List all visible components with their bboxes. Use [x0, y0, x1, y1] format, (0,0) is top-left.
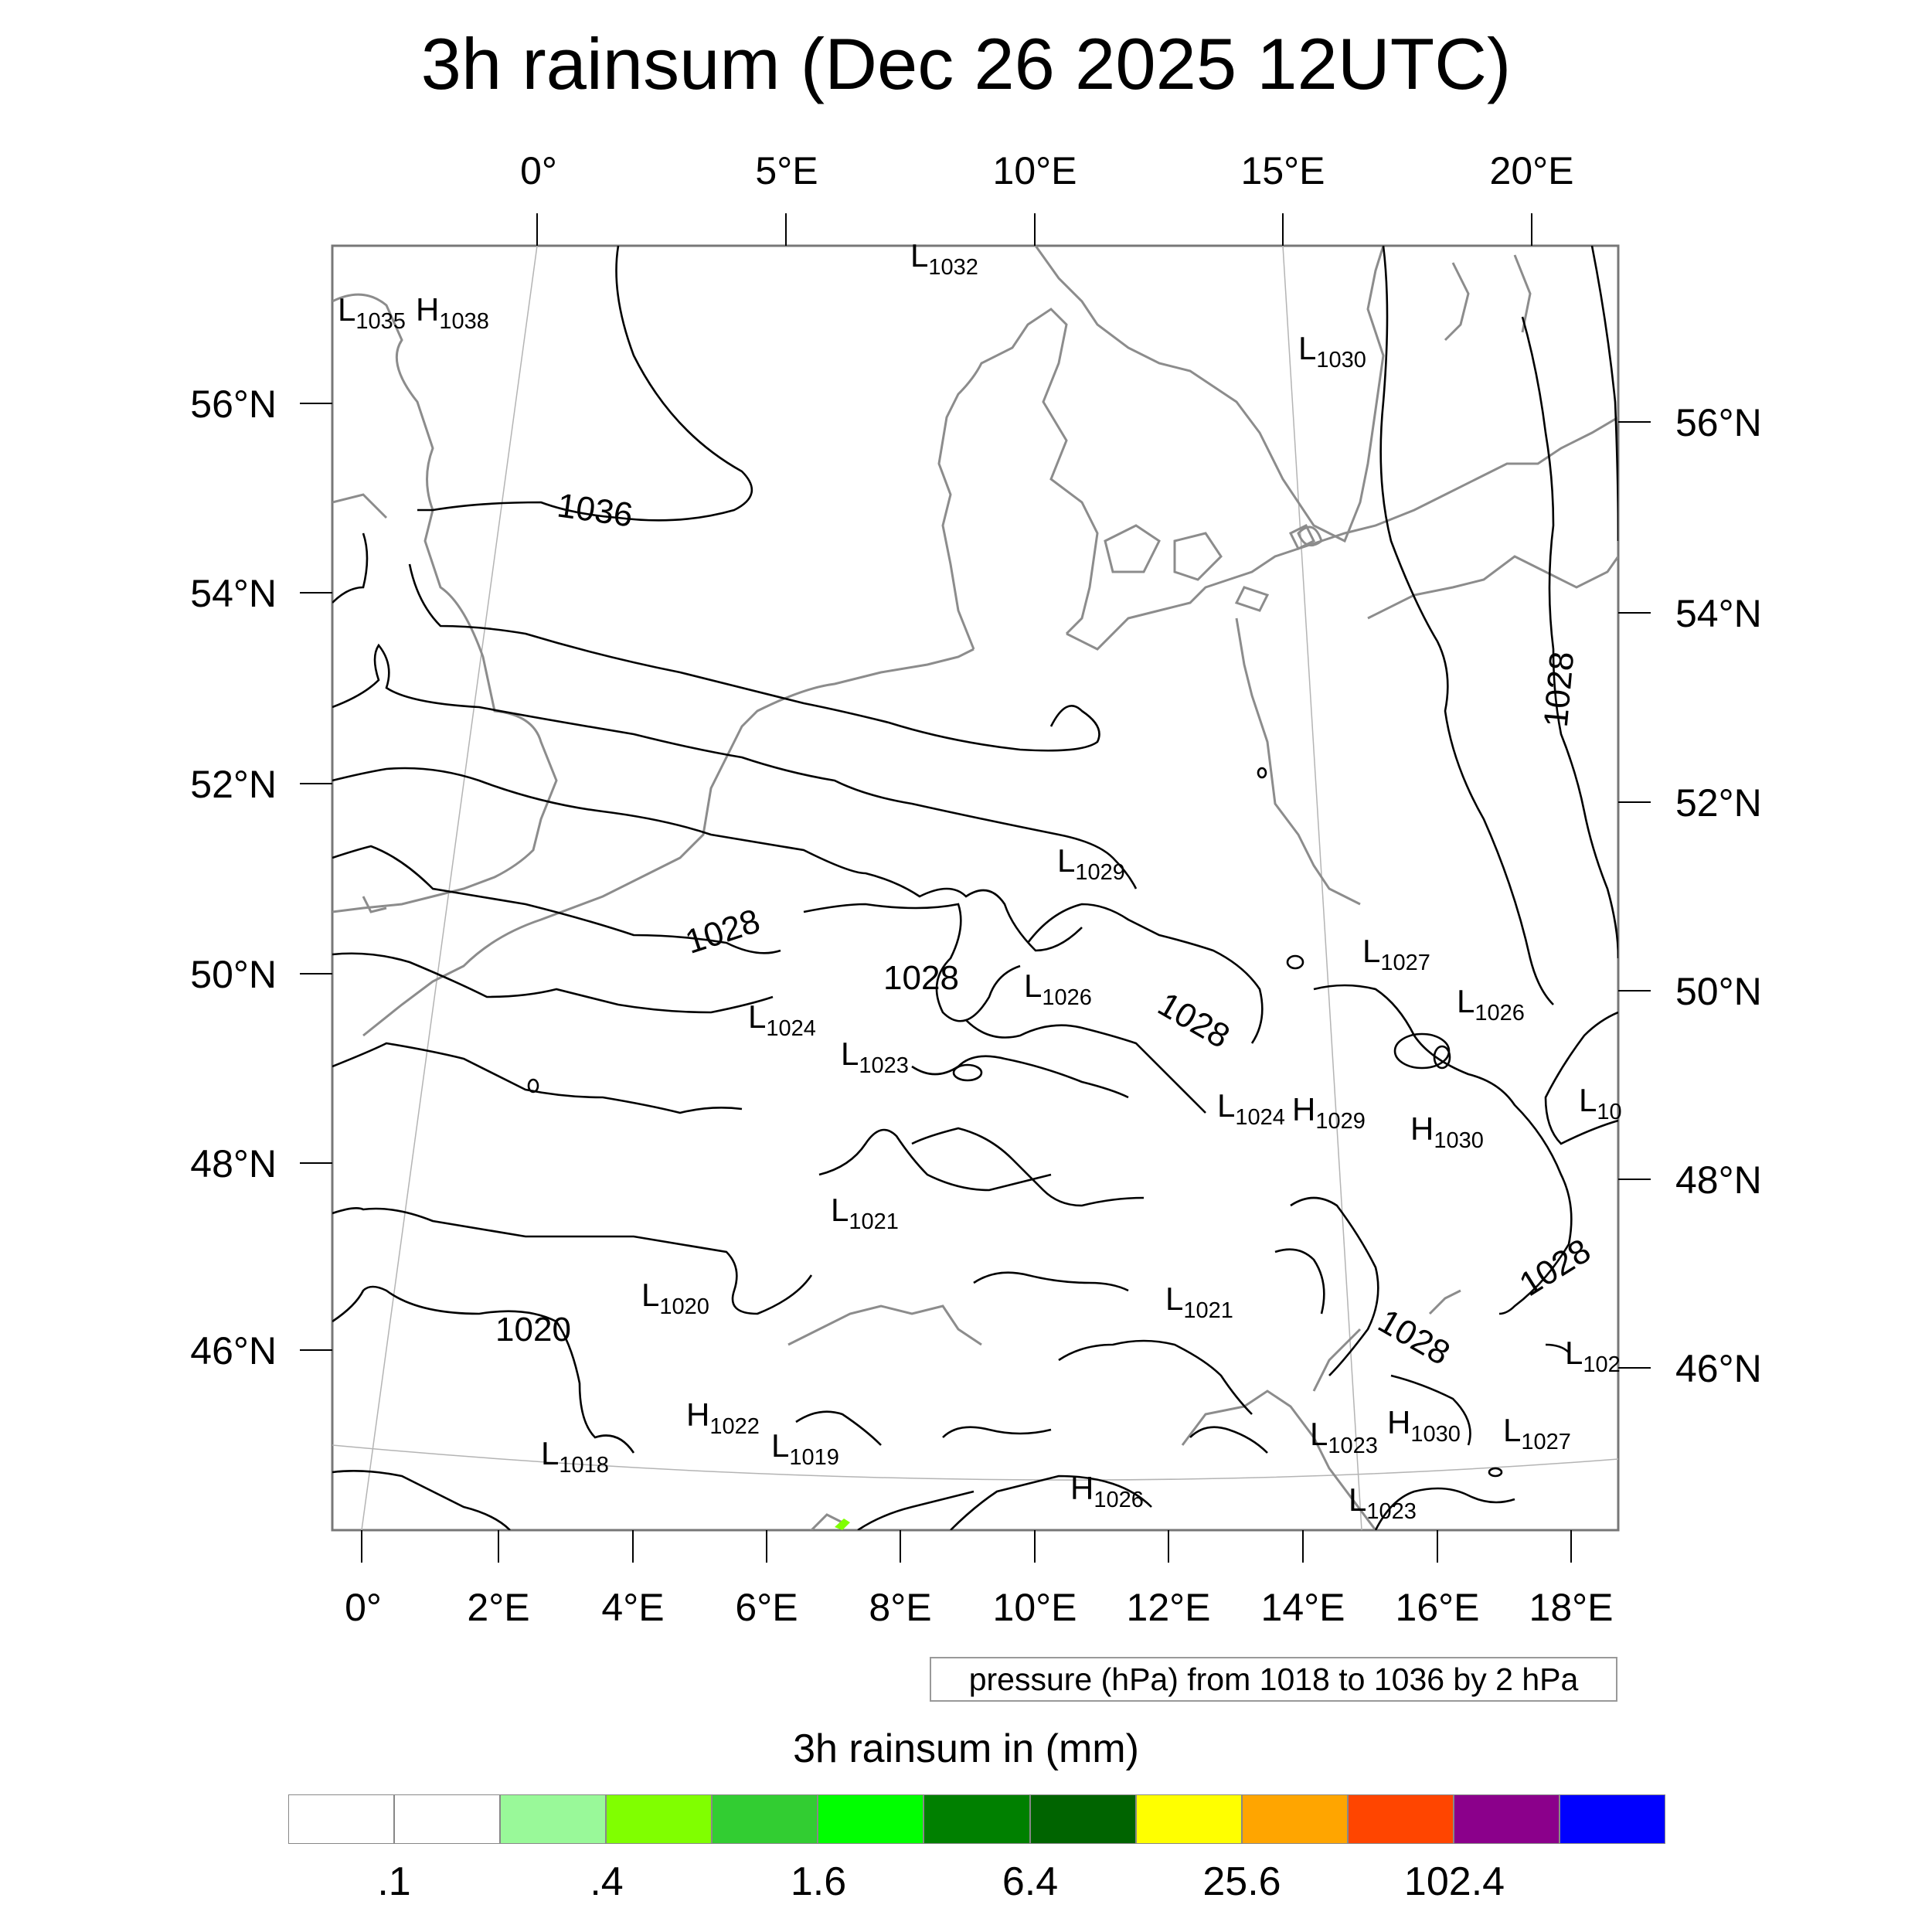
- bottom-lon-label: 16°E: [1395, 1586, 1480, 1629]
- colorbar-swatch: [712, 1794, 818, 1844]
- colorbar-swatch: [1348, 1794, 1454, 1844]
- left-lat-label: 48°N: [190, 1142, 277, 1185]
- colorbar-label: 6.4: [1002, 1859, 1059, 1904]
- bottom-lon-label: 2°E: [467, 1586, 530, 1629]
- pressure-center: L1023: [1310, 1416, 1378, 1458]
- bottom-lon-label: 18°E: [1529, 1586, 1614, 1629]
- top-lon-label: 10°E: [992, 149, 1077, 192]
- top-lon-label: 20°E: [1489, 149, 1574, 192]
- isobar-label: 1028: [1372, 1301, 1457, 1373]
- pressure-center: L1024: [748, 998, 816, 1041]
- pressure-center: L1023: [1349, 1481, 1417, 1524]
- right-lat-label: 54°N: [1675, 592, 1762, 635]
- colorbar-swatch: [1136, 1794, 1242, 1844]
- pressure-center: L1030: [1298, 330, 1366, 372]
- contour-info-box: pressure (hPa) from 1018 to 1036 by 2 hPa: [930, 1657, 1617, 1702]
- pressure-center: L102: [1565, 1335, 1621, 1377]
- pressure-center: L1023: [841, 1036, 909, 1078]
- pressure-center: L1019: [771, 1427, 839, 1470]
- pressure-center: H1029: [1292, 1091, 1366, 1134]
- pressure-center: L1020: [641, 1277, 709, 1319]
- isobar-label: 1028: [1536, 650, 1582, 729]
- colorbar: [288, 1794, 1665, 1844]
- colorbar-swatch: [288, 1794, 394, 1844]
- pressure-center: L1032: [910, 237, 978, 280]
- isobar-label: 1028: [883, 959, 959, 997]
- colorbar-label: 1.6: [790, 1859, 847, 1904]
- left-lat-label: 54°N: [190, 572, 277, 615]
- left-lat-label: 52°N: [190, 763, 277, 806]
- isobar-label: 1028: [1151, 985, 1236, 1056]
- colorbar-swatch: [818, 1794, 923, 1844]
- colorbar-swatch: [923, 1794, 1029, 1844]
- pressure-center: L1021: [1165, 1281, 1233, 1323]
- right-lat-label: 46°N: [1675, 1347, 1762, 1390]
- left-lat-label: 50°N: [190, 953, 277, 996]
- pressure-center: H1022: [686, 1396, 760, 1439]
- right-lat-label: 50°N: [1675, 970, 1762, 1013]
- colorbar-swatch: [606, 1794, 712, 1844]
- left-lat-label: 46°N: [190, 1329, 277, 1372]
- map-title: 3h rainsum (Dec 26 2025 12UTC): [420, 23, 1512, 104]
- bottom-lon-label: 10°E: [992, 1586, 1077, 1629]
- pressure-center: H1030: [1410, 1111, 1484, 1153]
- pressure-center: L1021: [831, 1192, 899, 1234]
- bottom-lon-label: 12°E: [1126, 1586, 1211, 1629]
- pressure-center: L1024: [1217, 1087, 1285, 1130]
- pressure-center: L1027: [1503, 1412, 1571, 1454]
- isobar-label: 1028: [681, 902, 765, 961]
- colorbar-swatch: [1454, 1794, 1560, 1844]
- isobar-label: 1036: [555, 486, 635, 535]
- pressure-center: H1038: [416, 291, 489, 334]
- right-lat-label: 48°N: [1675, 1158, 1762, 1202]
- colorbar-label: .1: [377, 1859, 411, 1904]
- pressure-center: L1026: [1457, 983, 1525, 1026]
- right-lat-label: 52°N: [1675, 781, 1762, 825]
- colorbar-swatch: [1030, 1794, 1136, 1844]
- colorbar-swatch: [500, 1794, 606, 1844]
- bottom-lon-label: 8°E: [869, 1586, 932, 1629]
- pressure-center: L1027: [1362, 933, 1430, 975]
- pressure-center: L1029: [1057, 842, 1125, 885]
- top-lon-label: 5°E: [755, 149, 818, 192]
- top-lon-label: 15°E: [1240, 149, 1325, 192]
- isobar-label: 1028: [1512, 1231, 1597, 1304]
- pressure-center: L1026: [1024, 968, 1092, 1010]
- colorbar-swatch: [394, 1794, 500, 1844]
- bottom-lon-label: 4°E: [601, 1586, 665, 1629]
- bottom-lon-label: 0°: [345, 1586, 382, 1629]
- top-lon-label: 0°: [520, 149, 557, 192]
- colorbar-label: .4: [590, 1859, 624, 1904]
- pressure-center: H1026: [1070, 1470, 1144, 1512]
- right-lat-label: 56°N: [1675, 401, 1762, 444]
- pressure-center: L1035: [338, 291, 406, 334]
- bottom-lon-label: 6°E: [735, 1586, 798, 1629]
- colorbar-label: 25.6: [1202, 1859, 1281, 1904]
- pressure-center: H1030: [1387, 1404, 1461, 1447]
- colorbar-swatch: [1560, 1794, 1665, 1844]
- colorbar-swatch: [1242, 1794, 1348, 1844]
- bottom-lon-label: 14°E: [1260, 1586, 1345, 1629]
- colorbar-label: 102.4: [1403, 1859, 1505, 1904]
- pressure-center: L1018: [541, 1435, 609, 1478]
- colorbar-title: 3h rainsum in (mm): [793, 1726, 1139, 1771]
- pressure-center: L10: [1579, 1082, 1622, 1124]
- isobar-label: 1020: [495, 1311, 571, 1349]
- left-lat-label: 56°N: [190, 383, 277, 426]
